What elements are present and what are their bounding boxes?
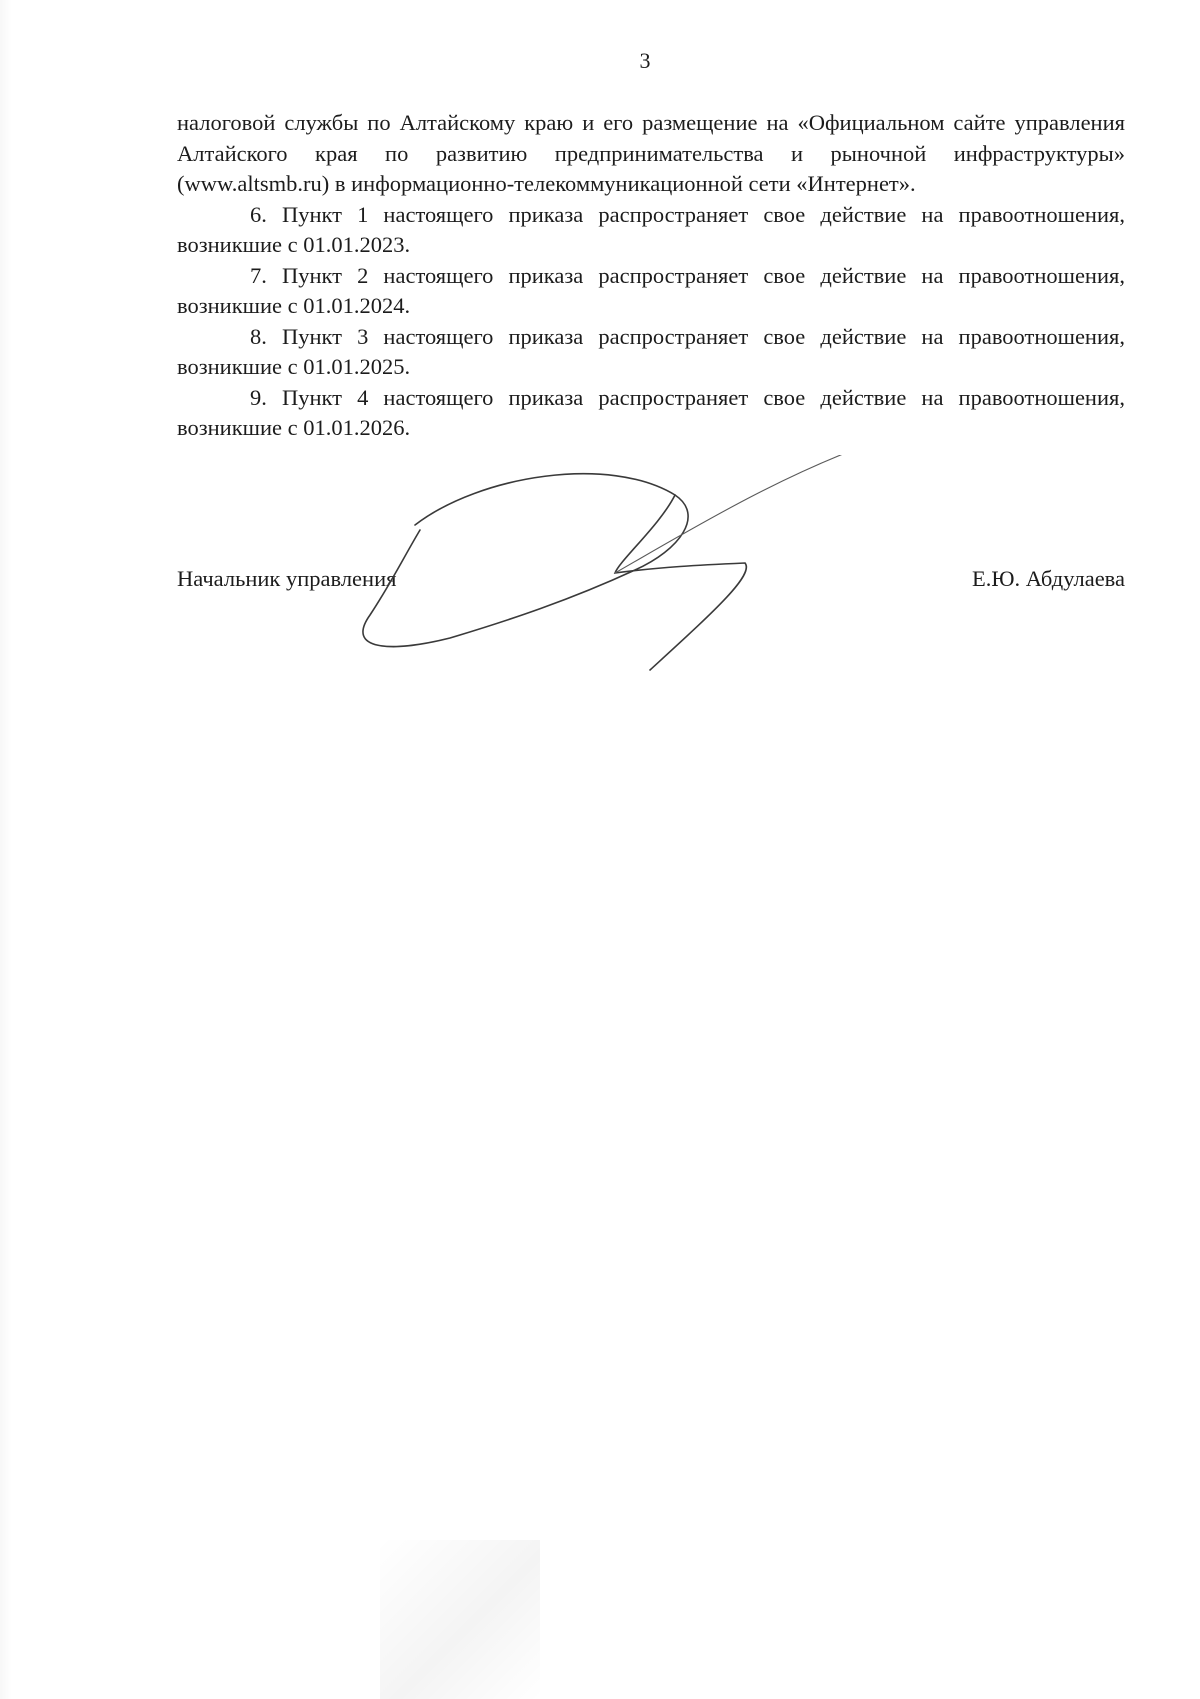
scan-edge-shadow	[0, 0, 12, 1699]
signer-position: Начальник управления	[177, 566, 397, 591]
handwritten-signature	[360, 455, 960, 735]
document-body	[177, 108, 1125, 444]
paragraph-item-8: 8. Пункт 3 настоящего приказа распространяет свое действие на правоотношения, возникшие с 01.01.2025.	[177, 323, 1125, 379]
scan-smudge	[380, 1540, 540, 1699]
signature-loop-stroke	[363, 474, 688, 647]
paragraph-item-7: 7. Пункт 2 настоящего приказа распространяет свое действие на правоотношения, возникшие с 01.01.2024.	[177, 262, 1125, 318]
signature-tail-stroke	[615, 495, 746, 670]
signature-sweep-stroke	[615, 455, 880, 573]
paragraph-item-9: 9. Пункт 4 настоящего приказа распространяет свое действие на правоотношения, возникшие с 01.01.2026.	[177, 384, 1125, 440]
paragraph-continued: налоговой службы по Алтайскому краю и его размещение на «Официальном сайте управления Алтайского края по развитию предпринимательства и рыночной инфраструктуры» (www.altsmb.ru) в информационно-телекоммуникационной сети «Интернет».	[177, 110, 1125, 196]
paragraph-item-6: 6. Пункт 1 настоящего приказа распространяет свое действие на правоотношения, возникшие с 01.01.2023.	[177, 201, 1125, 257]
signer-name: Е.Ю. Абдулаева	[972, 566, 1125, 591]
page-number: 3	[639, 48, 651, 73]
